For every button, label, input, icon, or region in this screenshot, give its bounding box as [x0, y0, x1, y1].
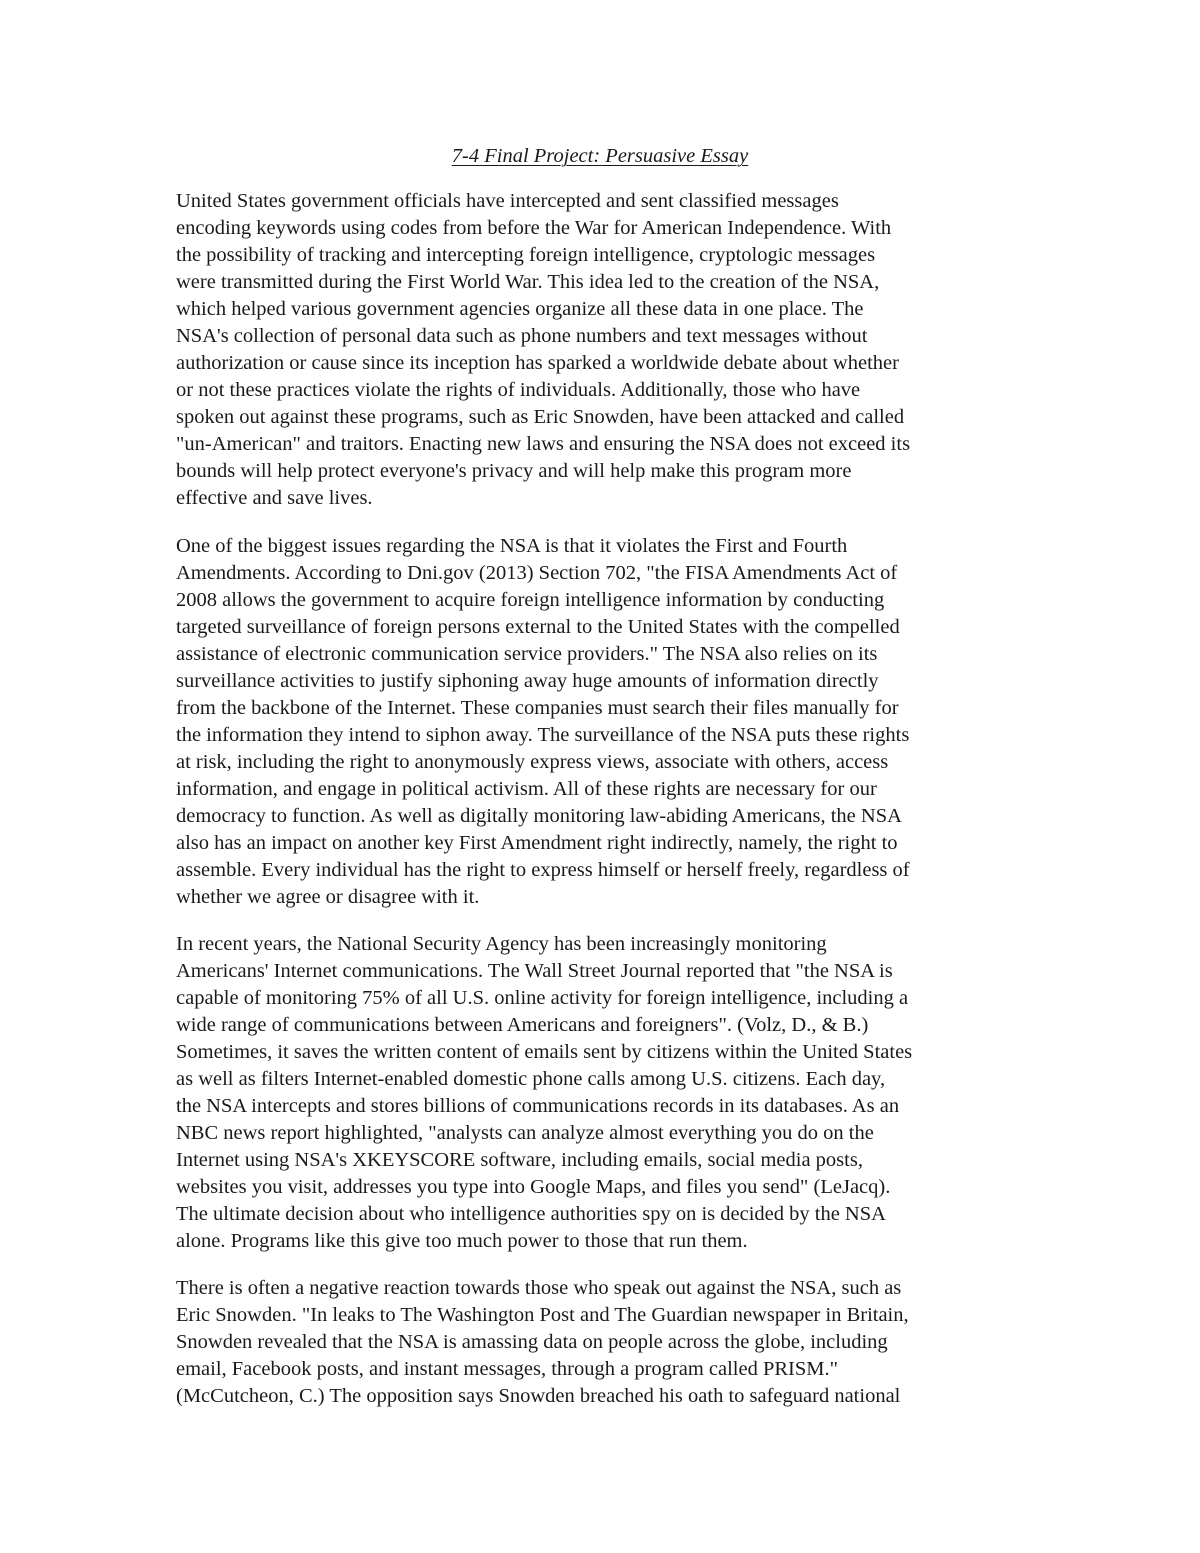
text-line: NBC news report highlighted, "analysts can analyze almost everything you do on the [176, 1122, 874, 1144]
text-line: alone. Programs like this give too much power to those that run them. [176, 1230, 748, 1252]
text-line: the information they intend to siphon away. The surveillance of the NSA puts these rights [176, 724, 910, 746]
text-line: One of the biggest issues regarding the NSA is that it violates the First and Fourth [176, 535, 848, 557]
paragraph-amendments [176, 533, 1036, 911]
text-line: The ultimate decision about who intelligence authorities spy on is decided by the NSA [176, 1203, 886, 1225]
text-line: NSA's collection of personal data such as phone numbers and text messages without [176, 325, 868, 347]
paragraph-monitoring [176, 931, 1036, 1255]
text-line: email, Facebook posts, and instant messages, through a program called PRISM." [176, 1358, 838, 1380]
text-line: wide range of communications between Americans and foreigners". (Volz, D., & B.) [176, 1014, 869, 1036]
essay-title: 7-4 Final Project: Persuasive Essay [451, 145, 749, 167]
text-line: the possibility of tracking and intercepting foreign intelligence, cryptologic messages [176, 244, 876, 266]
text-line: as well as filters Internet-enabled domestic phone calls among U.S. citizens. Each day, [176, 1068, 886, 1090]
text-line: democracy to function. As well as digitally monitoring law-abiding Americans, the NSA [176, 805, 902, 827]
text-line: effective and save lives. [176, 487, 373, 509]
text-line: Americans' Internet communications. The Wall Street Journal reported that "the NSA is [176, 960, 893, 982]
text-line: whether we agree or disagree with it. [176, 886, 480, 908]
text-line: bounds will help protect everyone's privacy and will help make this program more [176, 460, 852, 482]
paragraph-introduction [176, 188, 1036, 512]
text-line: targeted surveillance of foreign persons external to the United States with the compelled [176, 616, 900, 638]
text-line: assistance of electronic communication service providers." The NSA also relies on its [176, 643, 878, 665]
text-line: spoken out against these programs, such as Eric Snowden, have been attacked and called [176, 406, 905, 428]
text-line: Sometimes, it saves the written content of emails sent by citizens within the United States [176, 1041, 913, 1063]
text-line: Internet using NSA's XKEYSCORE software, including emails, social media posts, [176, 1149, 863, 1171]
text-line: 2008 allows the government to acquire foreign intelligence information by conducting [176, 589, 885, 611]
text-line: which helped various government agencies organize all these data in one place. The [176, 298, 864, 320]
text-line: the NSA intercepts and stores billions of communications records in its databases. As an [176, 1095, 900, 1117]
text-line: authorization or cause since its inception has sparked a worldwide debate about whether [176, 352, 899, 374]
text-line: capable of monitoring 75% of all U.S. online activity for foreign intelligence, including a [176, 987, 909, 1009]
text-line: also has an impact on another key First Amendment right indirectly, namely, the right to [176, 832, 898, 854]
paragraph-snowden [176, 1275, 1036, 1410]
text-line: "un-American" and traitors. Enacting new laws and ensuring the NSA does not exceed its [176, 433, 911, 455]
text-line: surveillance activities to justify siphoning away huge amounts of information directly [176, 670, 879, 692]
text-line: Amendments. According to Dni.gov (2013) Section 702, "the FISA Amendments Act of [176, 562, 898, 584]
text-line: or not these practices violate the rights of individuals. Additionally, those who have [176, 379, 861, 401]
text-line: websites you visit, addresses you type into Google Maps, and files you send" (LeJacq). [176, 1176, 891, 1198]
text-line: There is often a negative reaction towards those who speak out against the NSA, such as [176, 1277, 902, 1299]
text-line: encoding keywords using codes from before the War for American Independence. With [176, 217, 892, 239]
text-line: at risk, including the right to anonymously express views, associate with others, access [176, 751, 889, 773]
text-line: In recent years, the National Security Agency has been increasingly monitoring [176, 933, 827, 955]
text-line: (McCutcheon, C.) The opposition says Snowden breached his oath to safeguard national [176, 1385, 901, 1407]
text-line: Eric Snowden. "In leaks to The Washington Post and The Guardian newspaper in Britain, [176, 1304, 909, 1326]
text-line: assemble. Every individual has the right to express himself or herself freely, regardless of [176, 859, 910, 881]
text-line: from the backbone of the Internet. These companies must search their files manually for [176, 697, 899, 719]
text-line: Snowden revealed that the NSA is amassing data on people across the globe, including [176, 1331, 888, 1353]
text-line: United States government officials have intercepted and sent classified messages [176, 190, 839, 212]
text-line: information, and engage in political activism. All of these rights are necessary for our [176, 778, 877, 800]
text-line: were transmitted during the First World War. This idea led to the creation of the NSA, [176, 271, 880, 293]
